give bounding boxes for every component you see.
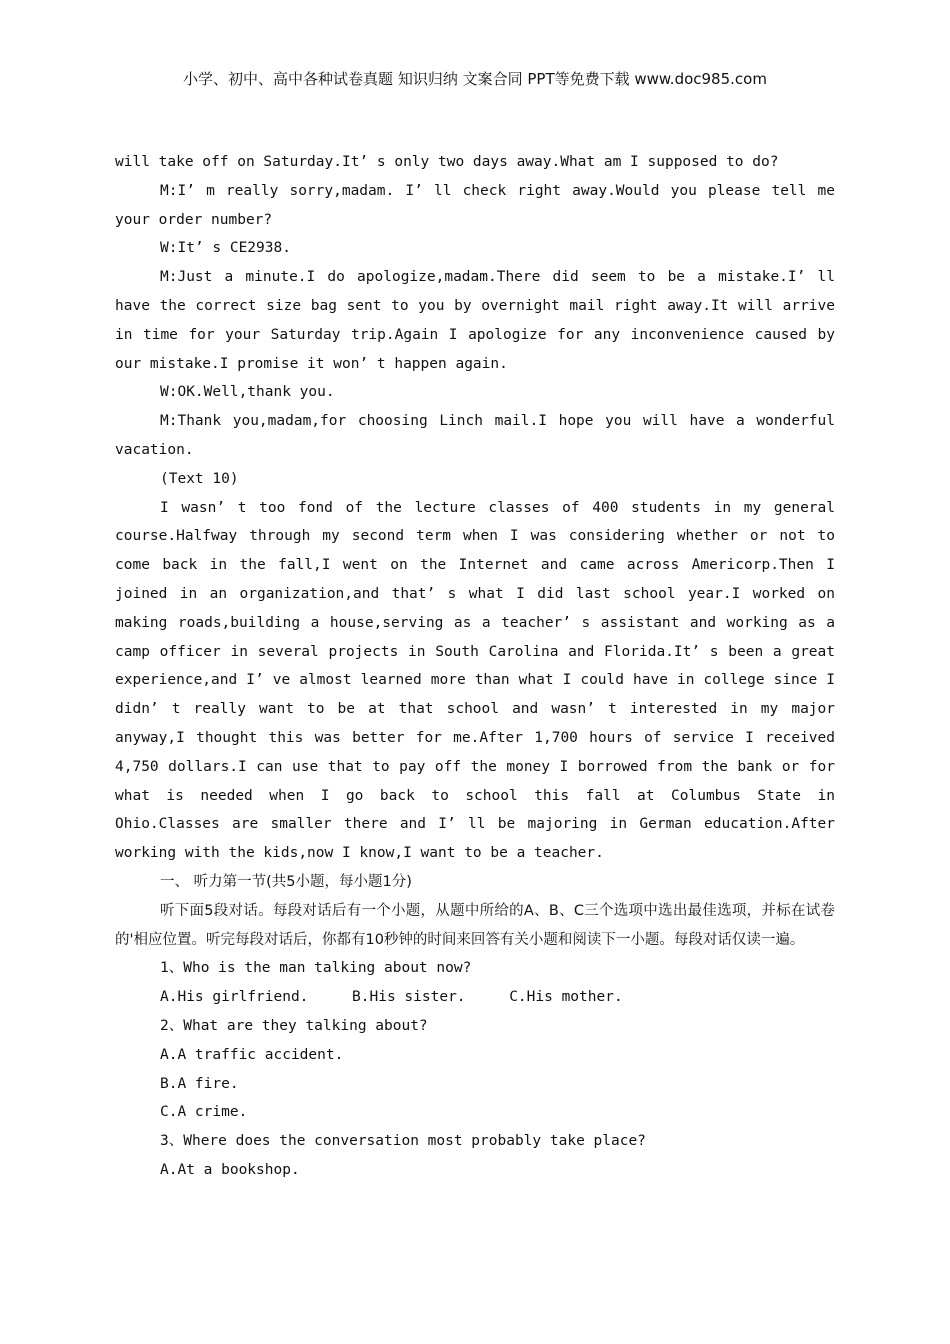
question-1: 1、Who is the man talking about now?	[160, 960, 472, 977]
dialogue-line: M:I’ m really sorry,madam. I’ ll check right away.Would you please tell me your order number?	[115, 182, 835, 228]
question-2-option-c: C.A crime.	[160, 1104, 248, 1121]
question-2-option-b: B.A fire.	[160, 1075, 239, 1092]
dialogue-line: W:OK.Well,thank you.	[160, 384, 335, 401]
dialogue-line: will take off on Saturday.It’ s only two days away.What am I supposed to do?	[115, 154, 779, 170]
page-header: 小学、初中、高中各种试卷真题 知识归纳 文案合同 PPT等免费下载 www.doc985.com	[183, 70, 767, 88]
question-3: 3、Where does the conversation most probably take place?	[160, 1133, 646, 1150]
dialogue-line: M:Just a minute.I do apologize,madam.There did seem to be a mistake.I’ ll have the correct size bag sent to you by overnight mail right away.It will arrive in time for your Saturday trip.Again I apologize for any inconvenience caused by our mistake.I promise it won’ t happen again.	[115, 269, 835, 372]
question-3-option-a: A.At a bookshop.	[160, 1161, 300, 1178]
question-2-option-a: A.A traffic accident.	[160, 1046, 344, 1063]
section-instructions: 听下面5段对话。每段对话后有一个小题，从题中所给的A、B、C三个选项中选出最佳选项，并标在试卷的'相应位置。听完每段对话后，你都有10秒钟的时间来回答有关小题和阅读下一小题。每段对话仅读一遍。	[115, 902, 835, 948]
text10-label: (Text 10)	[160, 470, 239, 487]
question-1-options: A.His girlfriend. B.His sister. C.His mother.	[160, 989, 623, 1006]
question-2: 2、What are they talking about?	[160, 1017, 428, 1034]
text10-body: I wasn’ t too fond of the lecture classes of 400 students in my general course.Halfway through my second term when I was considering whether or not to come back in the fall,I went on the Internet and came across Americorp.Then I joined in an organization,and that’ s what I did last school year.I worked on making roads,building a house,serving as a teacher’ s assistant and working as a camp officer in several projects in South Carolina and Florida.It’ s been a great experience,and I’ ve almost learned more than what I could have in college since I didn’ t really want to be at that school and wasn’ t interested in my major anyway,I thought this was better for me.After 1,700 hours of service I received 4,750 dollars.I can use that to pay off the money I borrowed from the bank or for what is needed when I go back to school this fall at Columbus State in Ohio.Classes are smaller there and I’ ll be majoring in German education.After working with the kids,now I know,I want to be a teacher.	[115, 499, 835, 862]
document-body	[115, 148, 835, 1185]
section-title: 一、 听力第一节(共5小题，每小题1分)	[160, 873, 412, 890]
dialogue-line: W:It’ s CE2938.	[160, 240, 291, 257]
dialogue-line: M:Thank you,madam,for choosing Linch mail.I hope you will have a wonderful vacation.	[115, 413, 835, 458]
